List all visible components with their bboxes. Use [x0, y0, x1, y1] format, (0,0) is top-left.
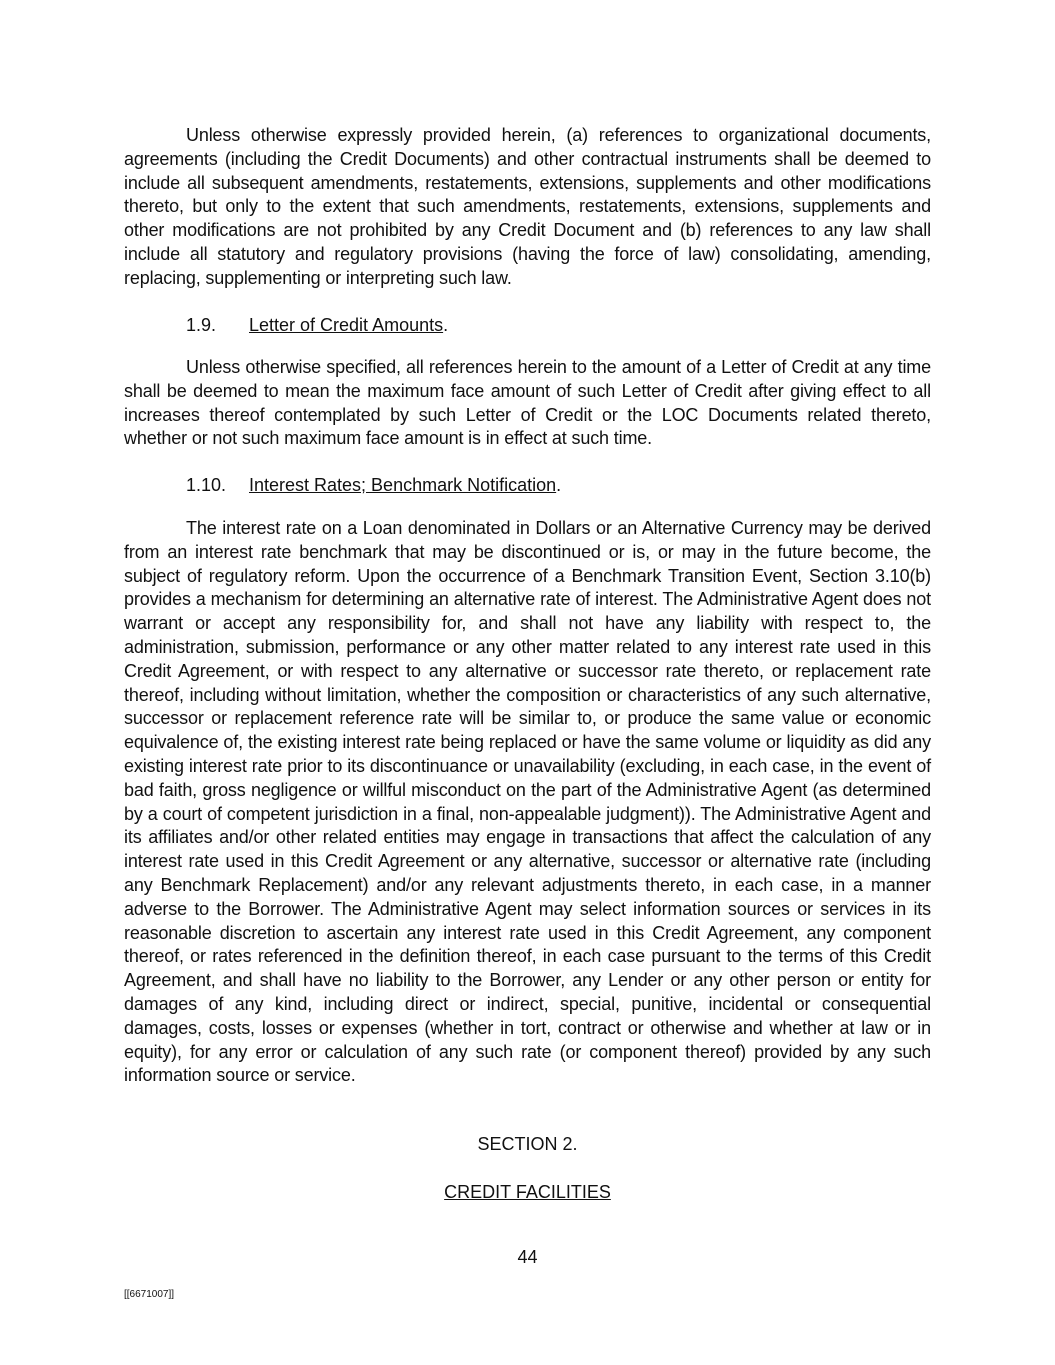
paragraph-references: Unless otherwise expressly provided herein, (a) references to organizational documents, agreements (including the Credit Documents) and other contractual instruments shall be deemed to include all subsequent amendments, restatements, extensions, supplements and other modifications thereto, but only to the extent that such amendments, restatements, extensions, supplements and other modifications are not prohibited by any Credit Document and (b) references to any law shall include all statutory and regulatory provisions (having the force of law) consolidating, amending, replacing, supplementing or interpreting such law. — [124, 125, 931, 288]
paragraph-interest-rates: The interest rate on a Loan denominated in Dollars or an Alternative Currency may be derived from an interest rate benchmark that may be discontinued or is, or may in the future become, the subject of regulatory reform. Upon the occurrence of a Benchmark Transition Event, Section 3.10(b) provides a mechanism for determining an alternative rate of interest. The Administrative Agent does not warrant or accept any responsibility for, and shall not have any liability with respect to, the administration, submission, performance or any other matter related to any interest rate used in this Credit Agreement, or with respect to any alternative or successor rate thereto, or replacement rate thereof, including without limitation, whether the composition or characteristics of any such alternative, successor or replacement reference rate will be similar to, or produce the same value or economic equivalence of, the existing interest rate being replaced or have the same volume or liquidity as did any existing interest rate prior to its discontinuance or unavailability (excluding, in each case, in the event of bad faith, gross negligence or willful misconduct on the part of the Administrative Agent (as determined by a court of competent jurisdiction in a final, non-appealable judgment)). The Administrative Agent and its affiliates and/or other related entities may engage in transactions that affect the calculation of any interest rate used in this Credit Agreement or any alternative, successor or alternative rate (including any Benchmark Replacement) and/or any relevant adjustments thereto, in each case, in a manner adverse to the Borrower. The Administrative Agent may select information sources or services in its reasonable discretion to ascertain any interest rate used in this Credit Agreement, any component thereof, or rates referenced in the definition thereof, in each case pursuant to the terms of this Credit Agreement, and shall have no liability to the Borrower, any Lender or any other person or entity for damages of any kind, including direct or indirect, special, punitive, incidental or consequential damages, costs, losses or expenses (whether in tort, contract or otherwise and whether at law or in equity), for any error or calculation of any such rate (or component thereof) provided by any such information source or service. — [124, 518, 931, 1086]
heading-1-10 — [186, 473, 561, 497]
page-number: 44 — [517, 1247, 538, 1267]
heading-title: Letter of Credit Amounts — [249, 315, 444, 335]
section-title-wrap — [0, 1180, 1055, 1204]
heading-title: Interest Rates; Benchmark Notification — [249, 475, 557, 495]
heading-1-9 — [186, 313, 448, 337]
section-title: CREDIT FACILITIES — [444, 1182, 611, 1202]
heading-period: . — [556, 475, 562, 495]
heading-number: 1.10. — [186, 475, 227, 495]
document-id: [[6671007]] — [124, 1289, 175, 1300]
paragraph-letter-of-credit: Unless otherwise specified, all references herein to the amount of a Letter of Credit at any time shall be deemed to mean the maximum face amount of such Letter of Credit after giving effect to all increases thereof contemplated by such Letter of Credit or the LOC Documents related thereto, whether or not such maximum face amount is in effect at such time. — [124, 357, 931, 449]
heading-period: . — [443, 315, 449, 335]
section-label: SECTION 2. — [477, 1134, 578, 1154]
heading-number: 1.9. — [186, 315, 217, 335]
